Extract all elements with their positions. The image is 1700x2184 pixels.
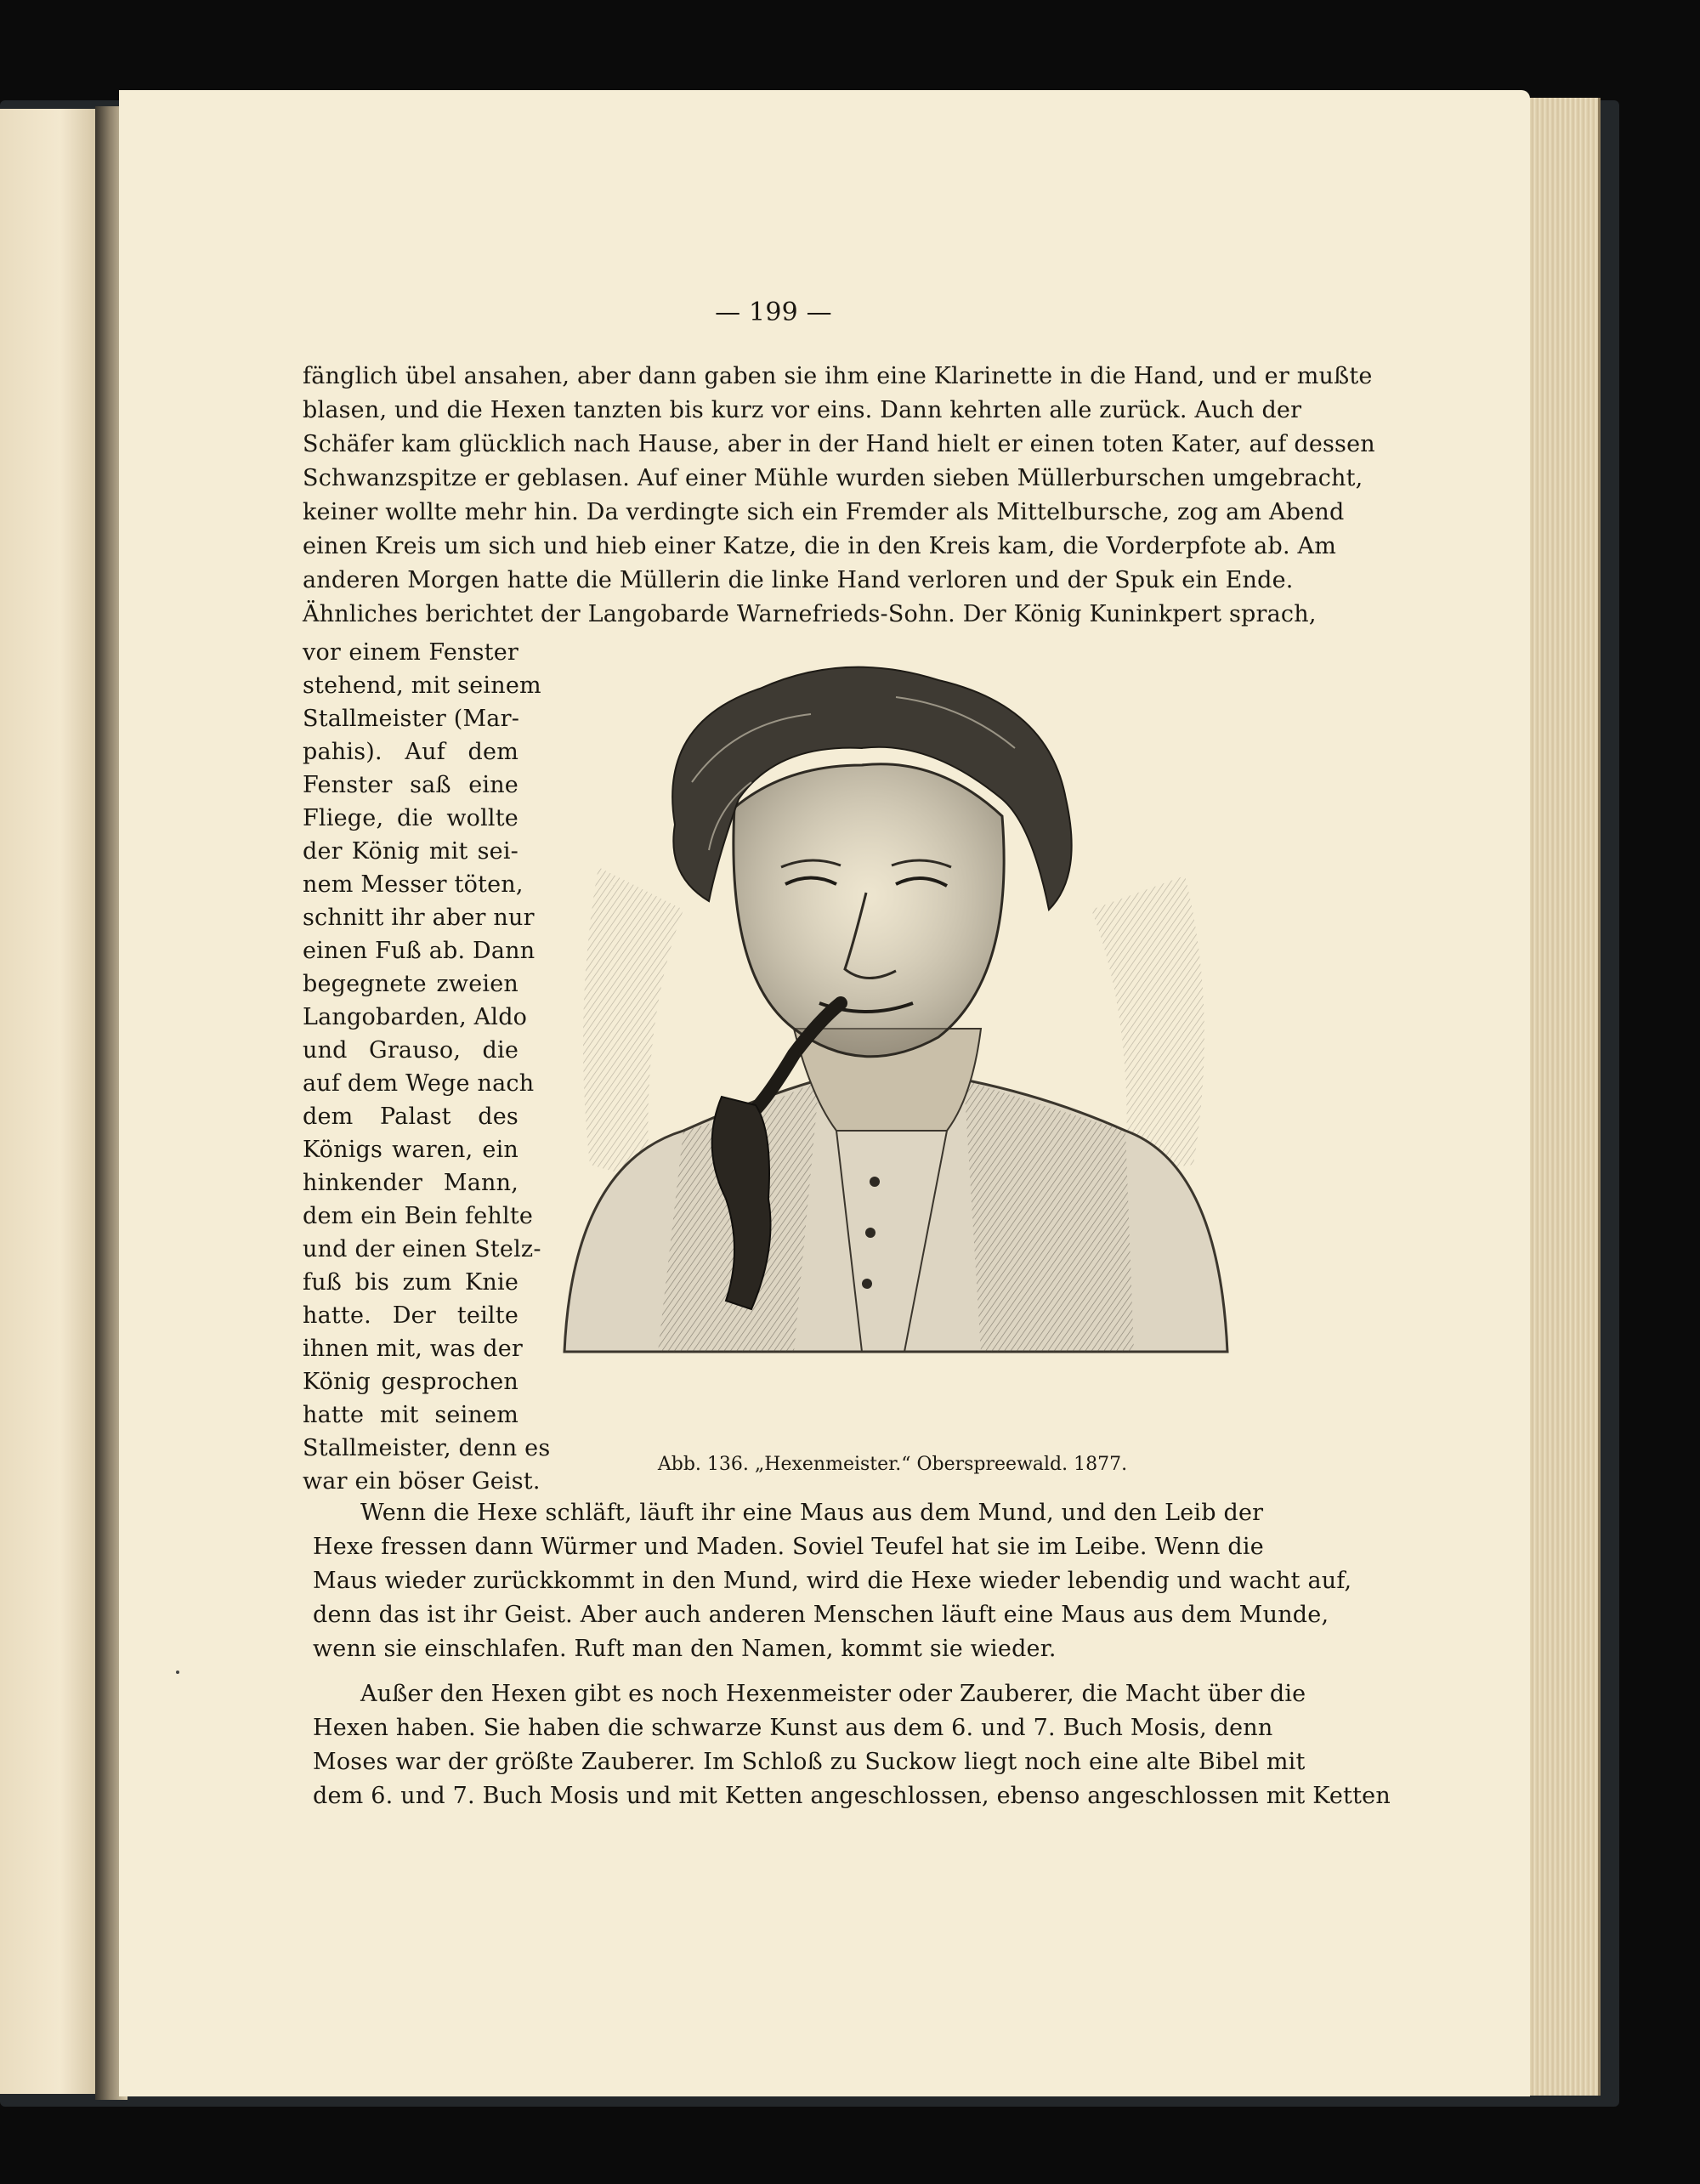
side-text-line: und der einen Stelz-: [303, 1236, 541, 1262]
page-number: — 199 —: [715, 298, 832, 327]
text-line: einen Kreis um sich und hieb einer Katze, die in den Kreis kam, die Vorderpfote ab. Am: [303, 533, 1337, 559]
side-text-line: Stallmeister, denn es: [303, 1435, 551, 1461]
side-text-line: nem Messer töten,: [303, 871, 524, 898]
side-text-line: Stallmeister (Mar-: [303, 706, 520, 732]
side-text-line: der König mit sei-: [303, 838, 518, 865]
side-text-line: hatte. Der teilte: [303, 1302, 518, 1329]
left-page-edge: [0, 109, 100, 2094]
text-line: Hexen haben. Sie haben die schwarze Kunst aus dem 6. und 7. Buch Mosis, denn: [313, 1715, 1273, 1741]
side-text-line: begegnete zweien: [303, 971, 518, 997]
side-text-line: Langobarden, Aldo: [303, 1004, 528, 1030]
side-text-line: stehend, mit seinem: [303, 672, 541, 699]
side-text-line: schnitt ihr aber nur: [303, 905, 535, 931]
text-line: Ähnliches berichtet der Langobarde Warnefrieds-Sohn. Der König Kuninkpert sprach,: [303, 601, 1317, 627]
text-line: Moses war der größte Zauberer. Im Schloß zu Suckow liegt noch eine alte Bibel mit: [313, 1749, 1306, 1775]
text-line: blasen, und die Hexen tanzten bis kurz vor eins. Dann kehrten alle zurück. Auch der: [303, 397, 1302, 423]
side-text-line: einen Fuß ab. Dann: [303, 938, 536, 964]
side-text-line: König gesprochen: [303, 1369, 518, 1395]
text-line: Wenn die Hexe schläft, läuft ihr eine Maus aus dem Mund, und den Leib der: [360, 1500, 1264, 1526]
text-line: Schäfer kam glücklich nach Hause, aber in der Hand hielt er einen toten Kater, auf dessen: [303, 431, 1375, 457]
text-line: anderen Morgen hatte die Müllerin die linke Hand verloren und der Spuk ein Ende.: [303, 567, 1294, 593]
text-line: Schwanzspitze er geblasen. Auf einer Mühle wurden sieben Müllerburschen umgebracht,: [303, 465, 1363, 491]
ink-speck: [176, 1671, 179, 1674]
text-line: denn das ist ihr Geist. Aber auch anderen Menschen läuft eine Maus aus dem Munde,: [313, 1602, 1329, 1628]
figure-caption: Abb. 136. „Hexenmeister.“ Oberspreewald. 1877.: [657, 1454, 1128, 1475]
side-text-line: dem ein Bein fehlte: [303, 1203, 534, 1229]
text-line: keiner wollte mehr hin. Da verdingte sich ein Fremder als Mittelbursche, zog am Abend: [303, 499, 1345, 525]
text-line: dem 6. und 7. Buch Mosis und mit Ketten angeschlossen, ebenso angeschlossen mit Ketten: [313, 1783, 1391, 1809]
side-text-line: dem Palast des: [303, 1103, 518, 1130]
side-text-line: und Grauso, die: [303, 1037, 518, 1064]
side-text-line: war ein böser Geist.: [303, 1468, 541, 1495]
text-line: Maus wieder zurückkommt in den Mund, wird die Hexe wieder lebendig und wacht auf,: [313, 1568, 1352, 1594]
side-text-line: vor einem Fenster: [303, 639, 518, 666]
side-text-line: fuß bis zum Knie: [303, 1269, 518, 1296]
side-text-line: ihnen mit, was der: [303, 1336, 524, 1362]
side-text-line: hatte mit seinem: [303, 1402, 518, 1428]
text-line: Außer den Hexen gibt es noch Hexenmeister oder Zauberer, die Macht über die: [360, 1681, 1306, 1707]
side-text-line: pahis). Auf dem: [303, 739, 518, 765]
side-text-line: Fliege, die wollte: [303, 805, 518, 831]
text-line: Hexe fressen dann Würmer und Maden. Soviel Teufel hat sie im Leibe. Wenn die: [313, 1534, 1264, 1560]
text-line: wenn sie einschlafen. Ruft man den Namen, kommt sie wieder.: [313, 1636, 1057, 1662]
side-text-line: Königs waren, ein: [303, 1137, 518, 1163]
portrait-illustration: [539, 655, 1244, 1411]
text-line: fänglich übel ansahen, aber dann gaben sie ihm eine Klarinette in die Hand, und er mußte: [303, 363, 1373, 389]
side-text-line: auf dem Wege nach: [303, 1070, 535, 1097]
side-text-line: hinkender Mann,: [303, 1170, 518, 1196]
side-text-line: Fenster saß eine: [303, 772, 518, 798]
